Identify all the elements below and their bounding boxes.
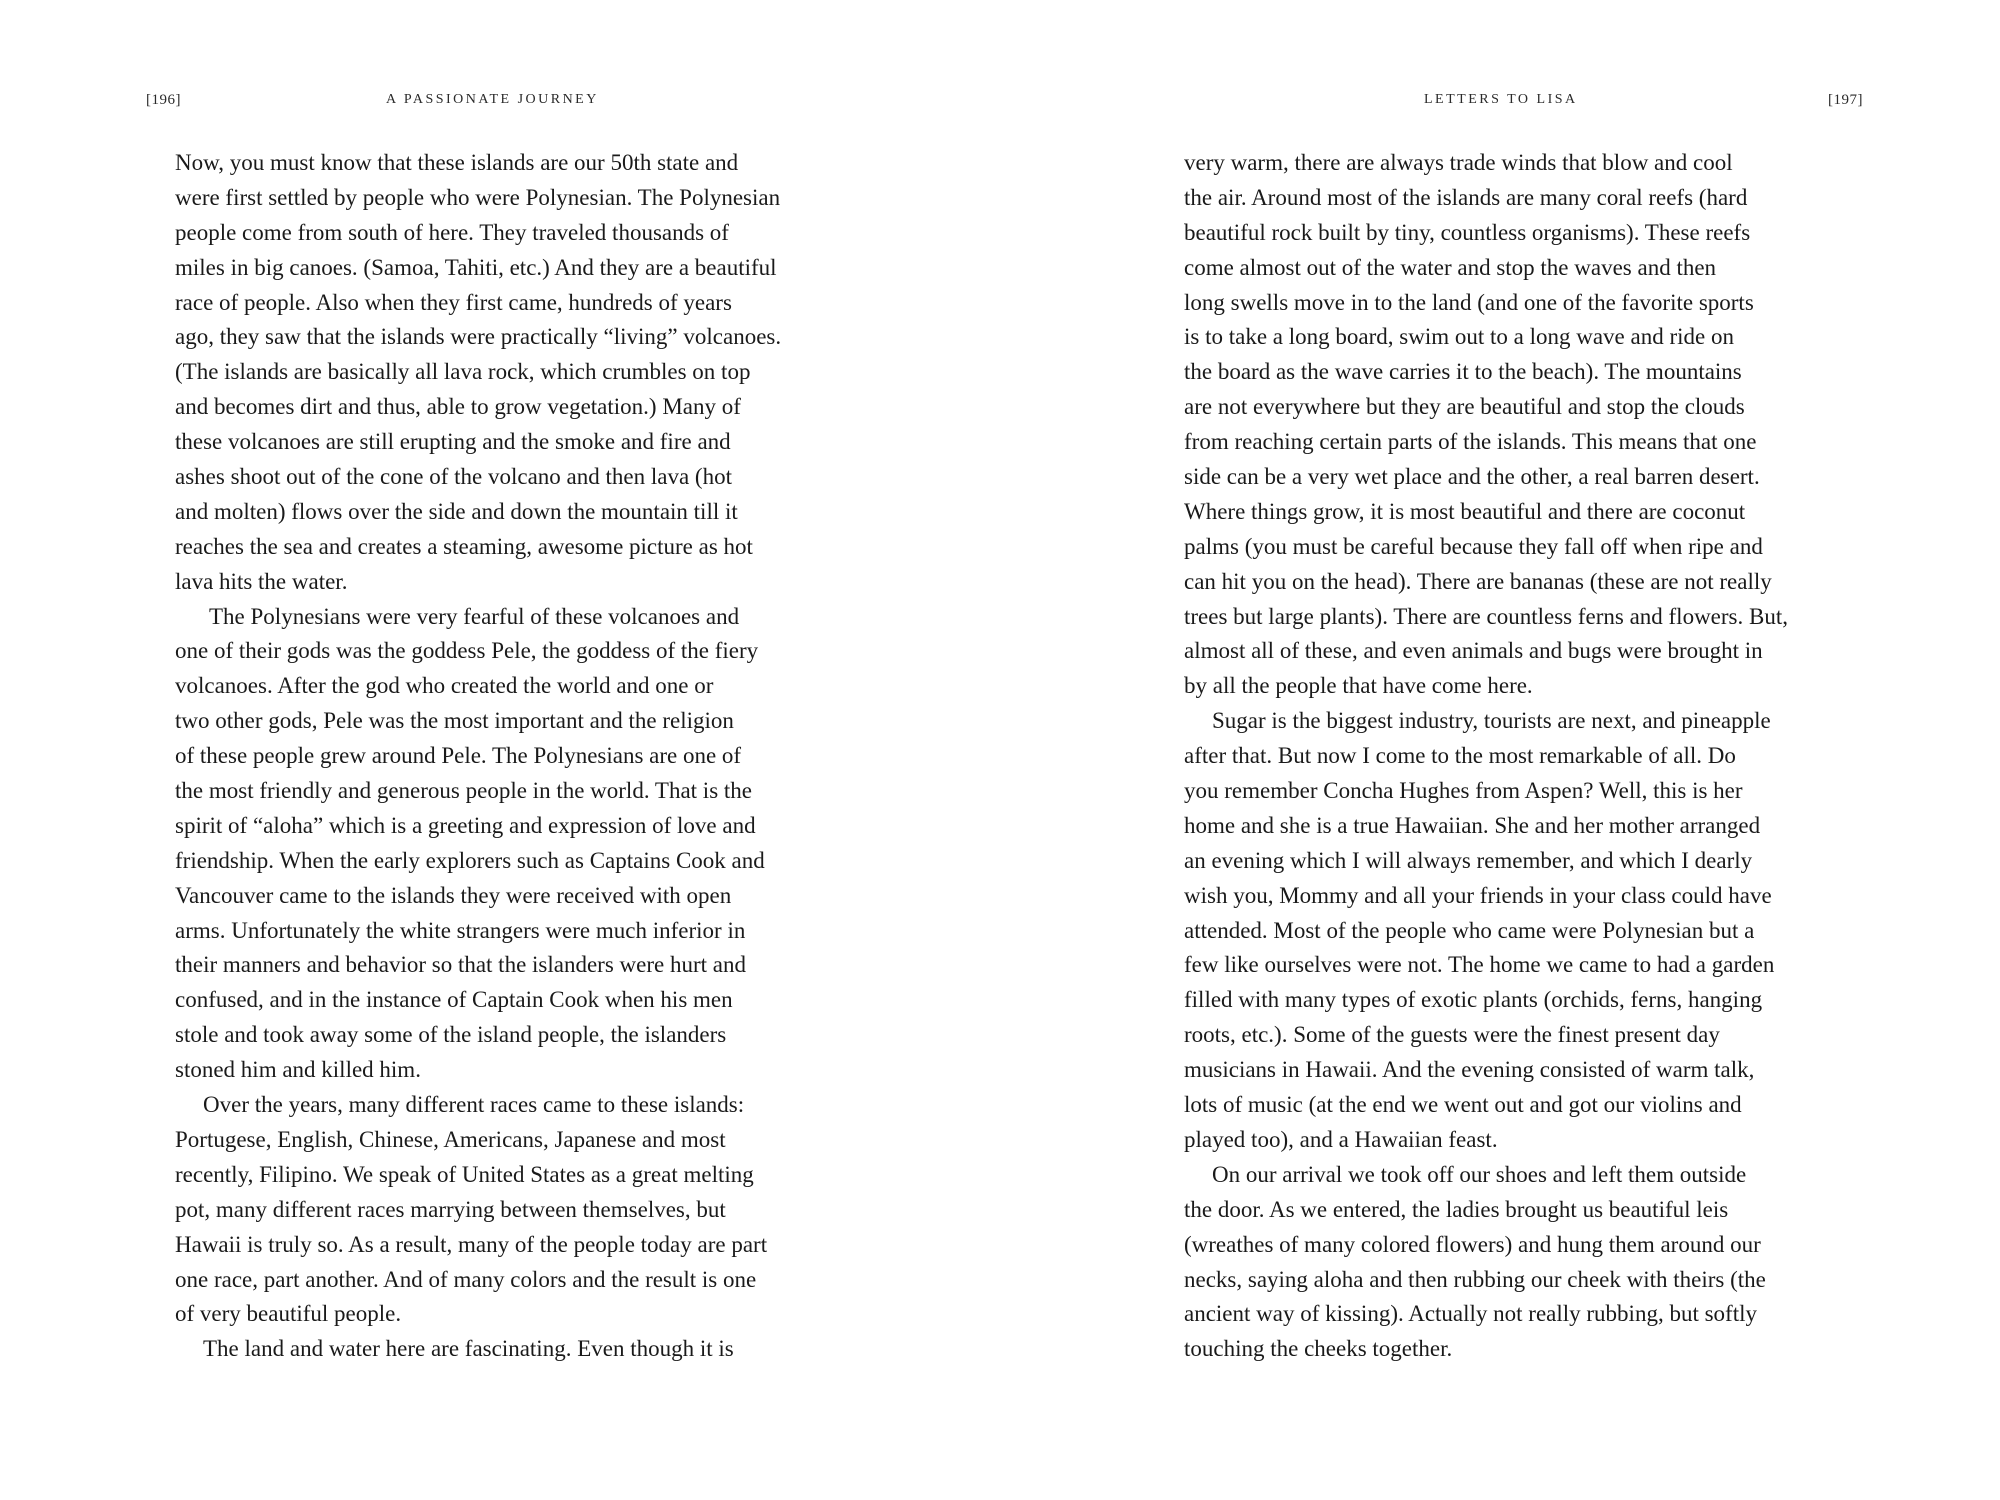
text-line: are not everywhere but they are beautiful and stop the clouds: [1184, 394, 1745, 420]
left-page-body: [175, 146, 840, 1367]
text-line: people come from south of here. They traveled thousands of: [175, 219, 729, 245]
text-line: of these people grew around Pele. The Polynesians are one of: [175, 743, 742, 769]
paragraph-start-line: Over the years, many different races came to these islands:: [203, 1092, 745, 1118]
text-line: the door. As we entered, the ladies brought us beautiful leis: [1184, 1196, 1729, 1222]
text-line: ashes shoot out of the cone of the volcano and then lava (hot: [175, 464, 732, 490]
text-line: (wreathes of many colored flowers) and hung them around our: [1184, 1231, 1761, 1257]
text-line: home and she is a true Hawaiian. She and her mother arranged: [1184, 812, 1761, 838]
text-line: stole and took away some of the island people, the islanders: [175, 1022, 727, 1048]
text-line: long swells move in to the land (and one of the favorite sports: [1184, 289, 1754, 315]
text-line: Where things grow, it is most beautiful and there are coconut: [1184, 498, 1746, 524]
text-line: miles in big canoes. (Samoa, Tahiti, etc.) And they are a beautiful: [175, 254, 777, 280]
text-line: few like ourselves were not. The home we came to had a garden: [1184, 952, 1775, 978]
paragraph-start-line: On our arrival we took off our shoes and left them outside: [1212, 1161, 1747, 1187]
text-line: palms (you must be careful because they fall off when ripe and: [1184, 533, 1763, 559]
text-line: ancient way of kissing). Actually not really rubbing, but softly: [1184, 1301, 1757, 1327]
text-line: ago, they saw that the islands were practically “living” volcanoes.: [175, 324, 782, 350]
text-line: filled with many types of exotic plants (orchids, ferns, hanging: [1184, 987, 1763, 1013]
text-line: necks, saying aloha and then rubbing our cheek with theirs (the: [1184, 1266, 1766, 1292]
text-line: Hawaii is truly so. As a result, many of the people today are part: [175, 1231, 768, 1257]
text-line: stoned him and killed him.: [175, 1057, 421, 1083]
page-number-right: [197]: [1828, 92, 1863, 108]
text-line: wish you, Mommy and all your friends in your class could have: [1184, 882, 1772, 908]
text-line: arms. Unfortunately the white strangers were much inferior in: [175, 917, 746, 943]
running-head-right: LETTERS TO LISA: [1424, 92, 1578, 107]
text-line: you remember Concha Hughes from Aspen? Well, this is her: [1184, 778, 1743, 804]
text-line: (The islands are basically all lava rock, which crumbles on top: [175, 359, 751, 385]
text-line: by all the people that have come here.: [1184, 673, 1533, 699]
text-line: an evening which I will always remember, and which I dearly: [1184, 847, 1753, 873]
right-page-body: [1184, 146, 1854, 1367]
text-line: of very beautiful people.: [175, 1301, 402, 1327]
text-line: pot, many different races marrying between themselves, but: [175, 1196, 726, 1222]
text-line: volcanoes. After the god who created the world and one or: [175, 673, 714, 699]
text-line: lava hits the water.: [175, 568, 348, 594]
text-line: the most friendly and generous people in the world. That is the: [175, 778, 752, 804]
text-line: musicians in Hawaii. And the evening consisted of warm talk,: [1184, 1057, 1755, 1083]
text-line: trees but large plants). There are countless ferns and flowers. But,: [1184, 603, 1788, 629]
text-line: is to take a long board, swim out to a long wave and ride on: [1184, 324, 1734, 350]
text-line: Now, you must know that these islands are our 50th state and: [175, 150, 739, 175]
text-line: come almost out of the water and stop the waves and then: [1184, 254, 1717, 280]
running-head-left: A PASSIONATE JOURNEY: [386, 92, 599, 107]
text-line: touching the cheeks together.: [1184, 1336, 1453, 1362]
text-line: reaches the sea and creates a steaming, awesome picture as hot: [175, 533, 753, 559]
text-line: roots, etc.). Some of the guests were the finest present day: [1184, 1022, 1720, 1048]
text-line: attended. Most of the people who came were Polynesian but a: [1184, 917, 1755, 943]
text-line: can hit you on the head). There are bananas (these are not really: [1184, 568, 1772, 594]
text-line: Vancouver came to the islands they were received with open: [175, 882, 732, 908]
paragraph-start-line: Sugar is the biggest industry, tourists are next, and pineapple: [1212, 708, 1771, 734]
text-line: were first settled by people who were Polynesian. The Polynesian: [175, 184, 781, 210]
paragraph-start-line: The land and water here are fascinating. Even though it is: [203, 1336, 734, 1362]
right-page: [1000, 0, 2000, 1500]
text-line: spirit of “aloha” which is a greeting and expression of love and: [175, 812, 756, 838]
text-line: the board as the wave carries it to the beach). The mountains: [1184, 359, 1742, 385]
text-line: the air. Around most of the islands are many coral reefs (hard: [1184, 184, 1748, 210]
text-line: one of their gods was the goddess Pele, the goddess of the fiery: [175, 638, 759, 664]
text-line: two other gods, Pele was the most important and the religion: [175, 708, 734, 734]
text-line: from reaching certain parts of the islands. This means that one: [1184, 429, 1757, 455]
text-line: race of people. Also when they first came, hundreds of years: [175, 289, 732, 315]
text-line: lots of music (at the end we went out and got our violins and: [1184, 1092, 1742, 1118]
text-line: confused, and in the instance of Captain Cook when his men: [175, 987, 733, 1013]
paragraph-start-line: The Polynesians were very fearful of these volcanoes and: [209, 603, 740, 629]
text-line: very warm, there are always trade winds that blow and cool: [1184, 150, 1733, 175]
text-line: recently, Filipino. We speak of United States as a great melting: [175, 1161, 754, 1187]
text-line: Portugese, English, Chinese, Americans, Japanese and most: [175, 1126, 726, 1152]
text-line: almost all of these, and even animals and bugs were brought in: [1184, 638, 1763, 664]
text-line: their manners and behavior so that the islanders were hurt and: [175, 952, 746, 978]
text-line: played too), and a Hawaiian feast.: [1184, 1126, 1498, 1152]
text-line: side can be a very wet place and the other, a real barren desert.: [1184, 464, 1760, 490]
text-line: these volcanoes are still erupting and the smoke and fire and: [175, 429, 731, 455]
text-line: friendship. When the early explorers such as Captains Cook and: [175, 847, 765, 873]
text-line: after that. But now I come to the most remarkable of all. Do: [1184, 743, 1736, 769]
page-number-left: [196]: [146, 92, 181, 108]
text-line: and becomes dirt and thus, able to grow vegetation.) Many of: [175, 394, 741, 420]
text-line: and molten) flows over the side and down the mountain till it: [175, 498, 738, 524]
text-line: beautiful rock built by tiny, countless organisms). These reefs: [1184, 219, 1751, 245]
text-line: one race, part another. And of many colors and the result is one: [175, 1266, 757, 1292]
